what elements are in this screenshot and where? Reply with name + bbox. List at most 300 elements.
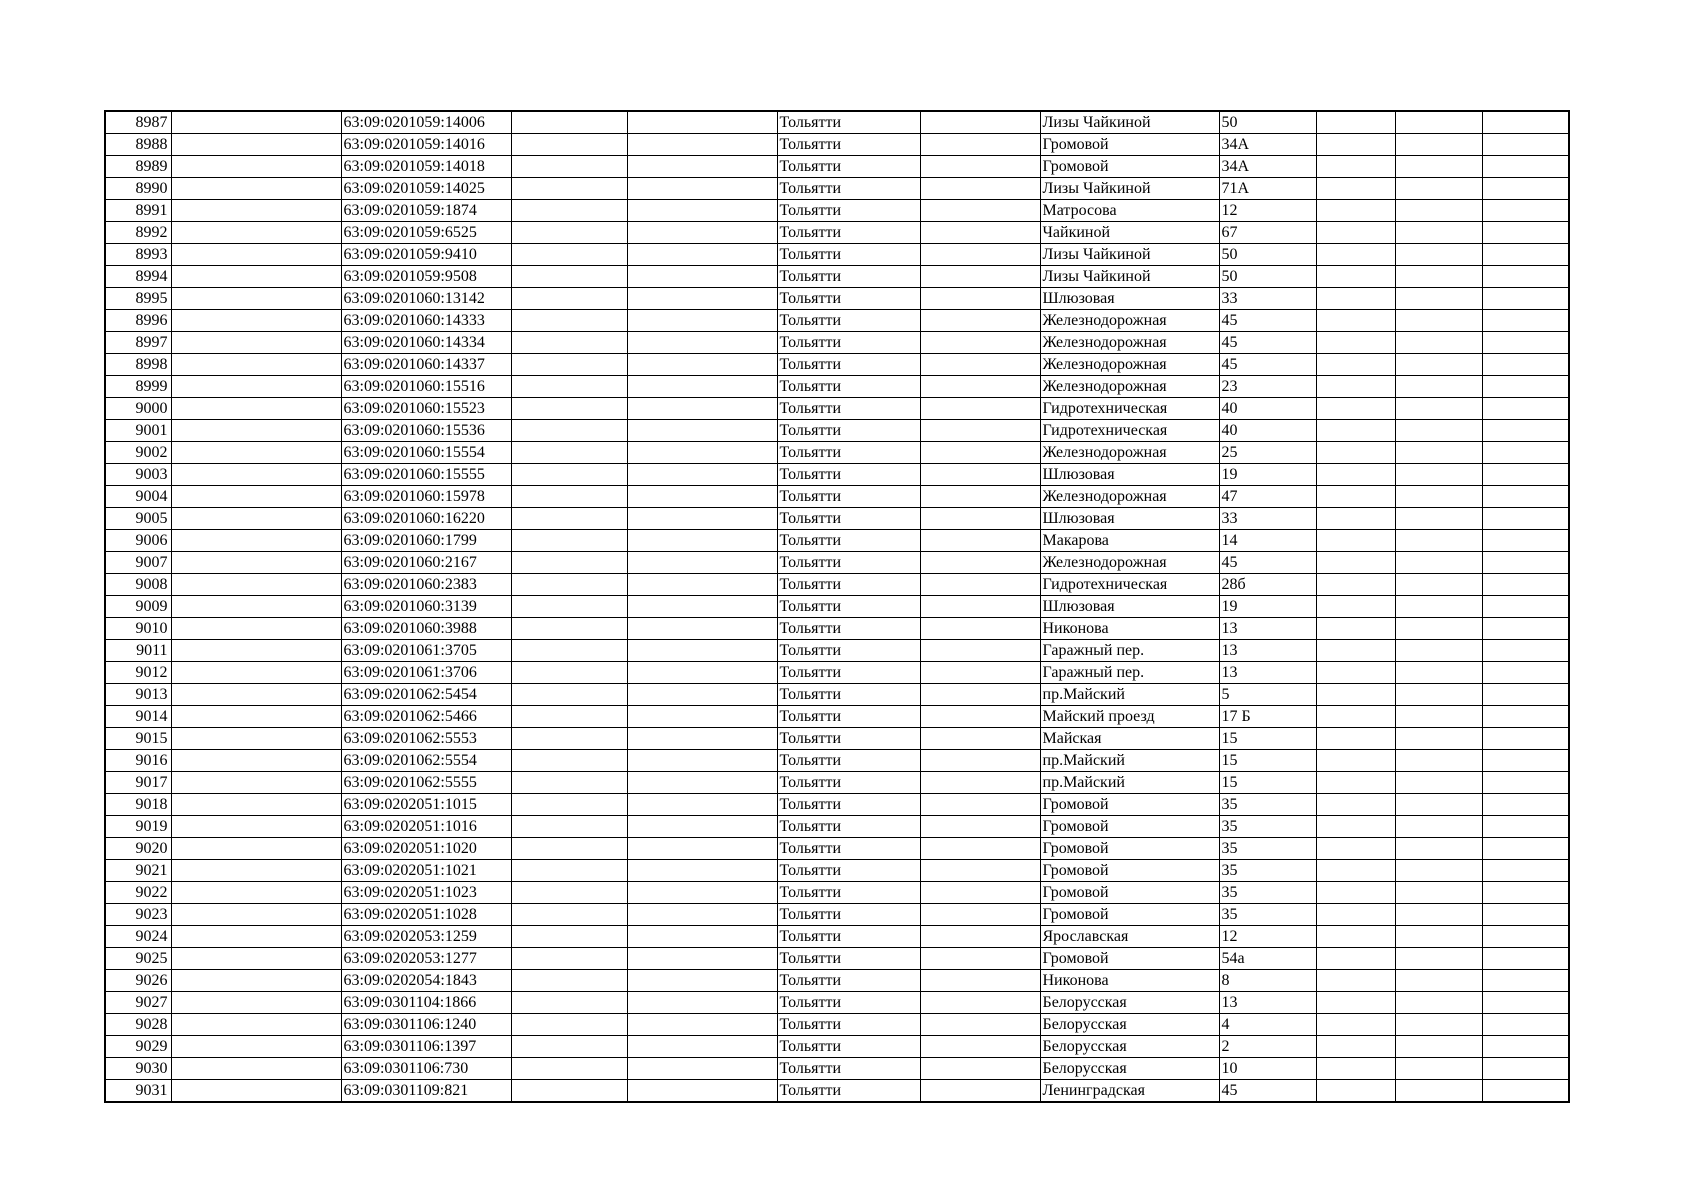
empty-cell [1316, 376, 1395, 398]
empty-cell [920, 816, 1040, 838]
empty-cell [920, 662, 1040, 684]
house-number-cell: 34А [1219, 156, 1316, 178]
row-number-cell: 9007 [105, 552, 171, 574]
row-number-cell: 9005 [105, 508, 171, 530]
street-cell: Ленинградская [1040, 1080, 1219, 1103]
empty-cell [171, 948, 341, 970]
empty-cell [1395, 530, 1482, 552]
empty-cell [171, 111, 341, 134]
empty-cell [511, 178, 627, 200]
empty-cell [1316, 420, 1395, 442]
street-cell: Громовой [1040, 816, 1219, 838]
empty-cell [627, 684, 777, 706]
empty-cell [920, 134, 1040, 156]
empty-cell [920, 464, 1040, 486]
table-row [105, 926, 1569, 948]
house-number-cell: 34А [1219, 134, 1316, 156]
empty-cell [1482, 200, 1569, 222]
table-row [105, 200, 1569, 222]
street-cell: Железнодорожная [1040, 332, 1219, 354]
table-row [105, 332, 1569, 354]
empty-cell [1482, 618, 1569, 640]
empty-cell [171, 178, 341, 200]
empty-cell [171, 574, 341, 596]
house-number-cell: 19 [1219, 596, 1316, 618]
empty-cell [920, 1014, 1040, 1036]
row-number-cell: 9020 [105, 838, 171, 860]
city-cell: Тольятти [777, 354, 920, 376]
empty-cell [171, 794, 341, 816]
empty-cell [1316, 640, 1395, 662]
empty-cell [511, 508, 627, 530]
empty-cell [511, 310, 627, 332]
house-number-cell: 45 [1219, 552, 1316, 574]
street-cell: Громовой [1040, 904, 1219, 926]
empty-cell [920, 860, 1040, 882]
city-cell: Тольятти [777, 288, 920, 310]
table-row [105, 904, 1569, 926]
cadastral-number-cell: 63:09:0201059:9410 [341, 244, 511, 266]
street-cell: Лизы Чайкиной [1040, 178, 1219, 200]
empty-cell [1316, 728, 1395, 750]
row-number-cell: 9016 [105, 750, 171, 772]
table-row [105, 1036, 1569, 1058]
empty-cell [511, 904, 627, 926]
empty-cell [1316, 332, 1395, 354]
empty-cell [171, 222, 341, 244]
empty-cell [627, 244, 777, 266]
empty-cell [1395, 552, 1482, 574]
empty-cell [1482, 156, 1569, 178]
street-cell: Громовой [1040, 882, 1219, 904]
empty-cell [920, 926, 1040, 948]
empty-cell [1482, 926, 1569, 948]
empty-cell [1316, 750, 1395, 772]
street-cell: Громовой [1040, 156, 1219, 178]
house-number-cell: 35 [1219, 794, 1316, 816]
empty-cell [1395, 332, 1482, 354]
table-row [105, 288, 1569, 310]
cadastral-number-cell: 63:09:0201061:3705 [341, 640, 511, 662]
empty-cell [171, 530, 341, 552]
table-row [105, 111, 1569, 134]
row-number-cell: 9027 [105, 992, 171, 1014]
street-cell: Ярославская [1040, 926, 1219, 948]
empty-cell [1482, 1036, 1569, 1058]
row-number-cell: 8992 [105, 222, 171, 244]
empty-cell [1395, 882, 1482, 904]
empty-cell [627, 816, 777, 838]
empty-cell [920, 596, 1040, 618]
city-cell: Тольятти [777, 134, 920, 156]
street-cell: Железнодорожная [1040, 486, 1219, 508]
empty-cell [171, 772, 341, 794]
cadastral-number-cell: 63:09:0202053:1277 [341, 948, 511, 970]
street-cell: Никонова [1040, 970, 1219, 992]
city-cell: Тольятти [777, 926, 920, 948]
empty-cell [1395, 926, 1482, 948]
empty-cell [1482, 266, 1569, 288]
table-row [105, 574, 1569, 596]
empty-cell [627, 1058, 777, 1080]
empty-cell [171, 354, 341, 376]
empty-cell [1482, 838, 1569, 860]
empty-cell [1395, 200, 1482, 222]
empty-cell [1316, 618, 1395, 640]
cadastral-number-cell: 63:09:0201059:14018 [341, 156, 511, 178]
empty-cell [627, 904, 777, 926]
house-number-cell: 12 [1219, 926, 1316, 948]
empty-cell [1482, 1058, 1569, 1080]
table-row [105, 882, 1569, 904]
empty-cell [1395, 310, 1482, 332]
empty-cell [1395, 486, 1482, 508]
table-row [105, 662, 1569, 684]
street-cell: Громовой [1040, 860, 1219, 882]
table-row [105, 486, 1569, 508]
empty-cell [920, 904, 1040, 926]
cadastral-number-cell: 63:09:0201060:14337 [341, 354, 511, 376]
street-cell: Макарова [1040, 530, 1219, 552]
empty-cell [1395, 772, 1482, 794]
house-number-cell: 50 [1219, 111, 1316, 134]
empty-cell [171, 134, 341, 156]
city-cell: Тольятти [777, 794, 920, 816]
empty-cell [920, 794, 1040, 816]
city-cell: Тольятти [777, 970, 920, 992]
table-row [105, 508, 1569, 530]
street-cell: Громовой [1040, 794, 1219, 816]
empty-cell [1395, 816, 1482, 838]
empty-cell [171, 596, 341, 618]
empty-cell [627, 111, 777, 134]
empty-cell [627, 970, 777, 992]
empty-cell [171, 200, 341, 222]
empty-cell [1395, 178, 1482, 200]
row-number-cell: 9011 [105, 640, 171, 662]
empty-cell [511, 200, 627, 222]
empty-cell [171, 398, 341, 420]
row-number-cell: 9004 [105, 486, 171, 508]
empty-cell [511, 530, 627, 552]
row-number-cell: 9030 [105, 1058, 171, 1080]
street-cell: Громовой [1040, 948, 1219, 970]
empty-cell [511, 618, 627, 640]
empty-cell [627, 1080, 777, 1103]
register-table [104, 110, 1570, 1103]
empty-cell [920, 332, 1040, 354]
empty-cell [1395, 420, 1482, 442]
empty-cell [627, 794, 777, 816]
empty-cell [511, 222, 627, 244]
cadastral-number-cell: 63:09:0301106:730 [341, 1058, 511, 1080]
cadastral-number-cell: 63:09:0201060:14334 [341, 332, 511, 354]
empty-cell [1482, 596, 1569, 618]
cadastral-number-cell: 63:09:0202051:1023 [341, 882, 511, 904]
table-row [105, 266, 1569, 288]
empty-cell [1482, 684, 1569, 706]
city-cell: Тольятти [777, 508, 920, 530]
city-cell: Тольятти [777, 992, 920, 1014]
city-cell: Тольятти [777, 1014, 920, 1036]
cadastral-number-cell: 63:09:0202051:1016 [341, 816, 511, 838]
city-cell: Тольятти [777, 178, 920, 200]
street-cell: Гидротехническая [1040, 420, 1219, 442]
empty-cell [1316, 948, 1395, 970]
empty-cell [171, 552, 341, 574]
house-number-cell: 33 [1219, 508, 1316, 530]
house-number-cell: 47 [1219, 486, 1316, 508]
house-number-cell: 45 [1219, 354, 1316, 376]
empty-cell [1482, 706, 1569, 728]
empty-cell [171, 640, 341, 662]
city-cell: Тольятти [777, 882, 920, 904]
empty-cell [511, 442, 627, 464]
empty-cell [920, 1080, 1040, 1103]
city-cell: Тольятти [777, 486, 920, 508]
empty-cell [920, 442, 1040, 464]
house-number-cell: 19 [1219, 464, 1316, 486]
city-cell: Тольятти [777, 772, 920, 794]
empty-cell [171, 442, 341, 464]
empty-cell [1316, 1036, 1395, 1058]
empty-cell [920, 838, 1040, 860]
empty-cell [511, 332, 627, 354]
city-cell: Тольятти [777, 904, 920, 926]
table-row [105, 684, 1569, 706]
empty-cell [627, 750, 777, 772]
cadastral-number-cell: 63:09:0201060:15554 [341, 442, 511, 464]
empty-cell [920, 640, 1040, 662]
street-cell: Лизы Чайкиной [1040, 111, 1219, 134]
empty-cell [1395, 266, 1482, 288]
row-number-cell: 9006 [105, 530, 171, 552]
empty-cell [920, 156, 1040, 178]
house-number-cell: 13 [1219, 618, 1316, 640]
empty-cell [1316, 816, 1395, 838]
empty-cell [1395, 970, 1482, 992]
house-number-cell: 13 [1219, 640, 1316, 662]
empty-cell [171, 662, 341, 684]
empty-cell [920, 552, 1040, 574]
empty-cell [1316, 508, 1395, 530]
cadastral-number-cell: 63:09:0201062:5554 [341, 750, 511, 772]
empty-cell [511, 596, 627, 618]
empty-cell [1395, 464, 1482, 486]
row-number-cell: 8989 [105, 156, 171, 178]
empty-cell [1316, 882, 1395, 904]
street-cell: Гаражный пер. [1040, 640, 1219, 662]
city-cell: Тольятти [777, 860, 920, 882]
empty-cell [627, 618, 777, 640]
row-number-cell: 9029 [105, 1036, 171, 1058]
empty-cell [920, 244, 1040, 266]
empty-cell [511, 970, 627, 992]
city-cell: Тольятти [777, 816, 920, 838]
empty-cell [920, 970, 1040, 992]
street-cell: Чайкиной [1040, 222, 1219, 244]
empty-cell [511, 420, 627, 442]
empty-cell [1482, 464, 1569, 486]
empty-cell [1316, 530, 1395, 552]
empty-cell [1316, 794, 1395, 816]
empty-cell [1482, 310, 1569, 332]
empty-cell [1482, 222, 1569, 244]
empty-cell [171, 376, 341, 398]
street-cell: Громовой [1040, 838, 1219, 860]
street-cell: Белорусская [1040, 1036, 1219, 1058]
empty-cell [1316, 244, 1395, 266]
empty-cell [171, 992, 341, 1014]
city-cell: Тольятти [777, 222, 920, 244]
table-row [105, 816, 1569, 838]
row-number-cell: 9024 [105, 926, 171, 948]
empty-cell [1316, 926, 1395, 948]
empty-cell [920, 948, 1040, 970]
empty-cell [511, 684, 627, 706]
row-number-cell: 8990 [105, 178, 171, 200]
house-number-cell: 15 [1219, 728, 1316, 750]
table-row [105, 794, 1569, 816]
empty-cell [511, 706, 627, 728]
empty-cell [627, 508, 777, 530]
empty-cell [1395, 618, 1482, 640]
empty-cell [1395, 1058, 1482, 1080]
empty-cell [511, 266, 627, 288]
city-cell: Тольятти [777, 684, 920, 706]
empty-cell [1395, 596, 1482, 618]
empty-cell [171, 310, 341, 332]
table-row [105, 596, 1569, 618]
empty-cell [1316, 772, 1395, 794]
table-row [105, 354, 1569, 376]
empty-cell [1316, 970, 1395, 992]
row-number-cell: 9003 [105, 464, 171, 486]
empty-cell [1482, 662, 1569, 684]
empty-cell [1395, 684, 1482, 706]
empty-cell [1482, 772, 1569, 794]
empty-cell [920, 420, 1040, 442]
empty-cell [1316, 860, 1395, 882]
cadastral-number-cell: 63:09:0202051:1015 [341, 794, 511, 816]
empty-cell [920, 310, 1040, 332]
empty-cell [511, 354, 627, 376]
empty-cell [1395, 1080, 1482, 1103]
row-number-cell: 9014 [105, 706, 171, 728]
empty-cell [171, 706, 341, 728]
row-number-cell: 9023 [105, 904, 171, 926]
empty-cell [627, 200, 777, 222]
city-cell: Тольятти [777, 464, 920, 486]
house-number-cell: 12 [1219, 200, 1316, 222]
city-cell: Тольятти [777, 244, 920, 266]
empty-cell [920, 354, 1040, 376]
table-row [105, 552, 1569, 574]
empty-cell [920, 398, 1040, 420]
row-number-cell: 9025 [105, 948, 171, 970]
empty-cell [1482, 398, 1569, 420]
house-number-cell: 45 [1219, 332, 1316, 354]
city-cell: Тольятти [777, 310, 920, 332]
street-cell: Железнодорожная [1040, 552, 1219, 574]
empty-cell [511, 156, 627, 178]
house-number-cell: 15 [1219, 772, 1316, 794]
empty-cell [627, 1014, 777, 1036]
empty-cell [171, 860, 341, 882]
empty-cell [171, 970, 341, 992]
empty-cell [627, 882, 777, 904]
city-cell: Тольятти [777, 1036, 920, 1058]
street-cell: пр.Майский [1040, 750, 1219, 772]
cadastral-number-cell: 63:09:0202054:1843 [341, 970, 511, 992]
city-cell: Тольятти [777, 1080, 920, 1103]
street-cell: Шлюзовая [1040, 288, 1219, 310]
house-number-cell: 17 Б [1219, 706, 1316, 728]
empty-cell [627, 178, 777, 200]
row-number-cell: 9031 [105, 1080, 171, 1103]
row-number-cell: 8988 [105, 134, 171, 156]
empty-cell [1395, 376, 1482, 398]
city-cell: Тольятти [777, 640, 920, 662]
table-row [105, 222, 1569, 244]
cadastral-number-cell: 63:09:0202053:1259 [341, 926, 511, 948]
street-cell: Белорусская [1040, 1014, 1219, 1036]
empty-cell [627, 354, 777, 376]
row-number-cell: 8993 [105, 244, 171, 266]
empty-cell [171, 266, 341, 288]
empty-cell [627, 926, 777, 948]
empty-cell [627, 1036, 777, 1058]
empty-cell [1395, 574, 1482, 596]
empty-cell [627, 640, 777, 662]
empty-cell [511, 134, 627, 156]
house-number-cell: 25 [1219, 442, 1316, 464]
empty-cell [627, 574, 777, 596]
empty-cell [1316, 662, 1395, 684]
cadastral-number-cell: 63:09:0201060:15523 [341, 398, 511, 420]
empty-cell [171, 508, 341, 530]
empty-cell [1395, 398, 1482, 420]
empty-cell [920, 772, 1040, 794]
row-number-cell: 9008 [105, 574, 171, 596]
empty-cell [1482, 904, 1569, 926]
empty-cell [920, 222, 1040, 244]
street-cell: Белорусская [1040, 1058, 1219, 1080]
empty-cell [627, 486, 777, 508]
empty-cell [1482, 552, 1569, 574]
cadastral-number-cell: 63:09:0301106:1240 [341, 1014, 511, 1036]
empty-cell [511, 244, 627, 266]
empty-cell [1316, 156, 1395, 178]
empty-cell [171, 1014, 341, 1036]
row-number-cell: 9018 [105, 794, 171, 816]
empty-cell [920, 111, 1040, 134]
row-number-cell: 8998 [105, 354, 171, 376]
cadastral-number-cell: 63:09:0201060:15555 [341, 464, 511, 486]
empty-cell [511, 464, 627, 486]
row-number-cell: 8995 [105, 288, 171, 310]
empty-cell [1395, 354, 1482, 376]
house-number-cell: 10 [1219, 1058, 1316, 1080]
street-cell: Белорусская [1040, 992, 1219, 1014]
empty-cell [627, 772, 777, 794]
empty-cell [171, 750, 341, 772]
empty-cell [1316, 904, 1395, 926]
cadastral-number-cell: 63:09:0201060:13142 [341, 288, 511, 310]
house-number-cell: 28б [1219, 574, 1316, 596]
empty-cell [511, 376, 627, 398]
register-table-body [105, 111, 1569, 1102]
